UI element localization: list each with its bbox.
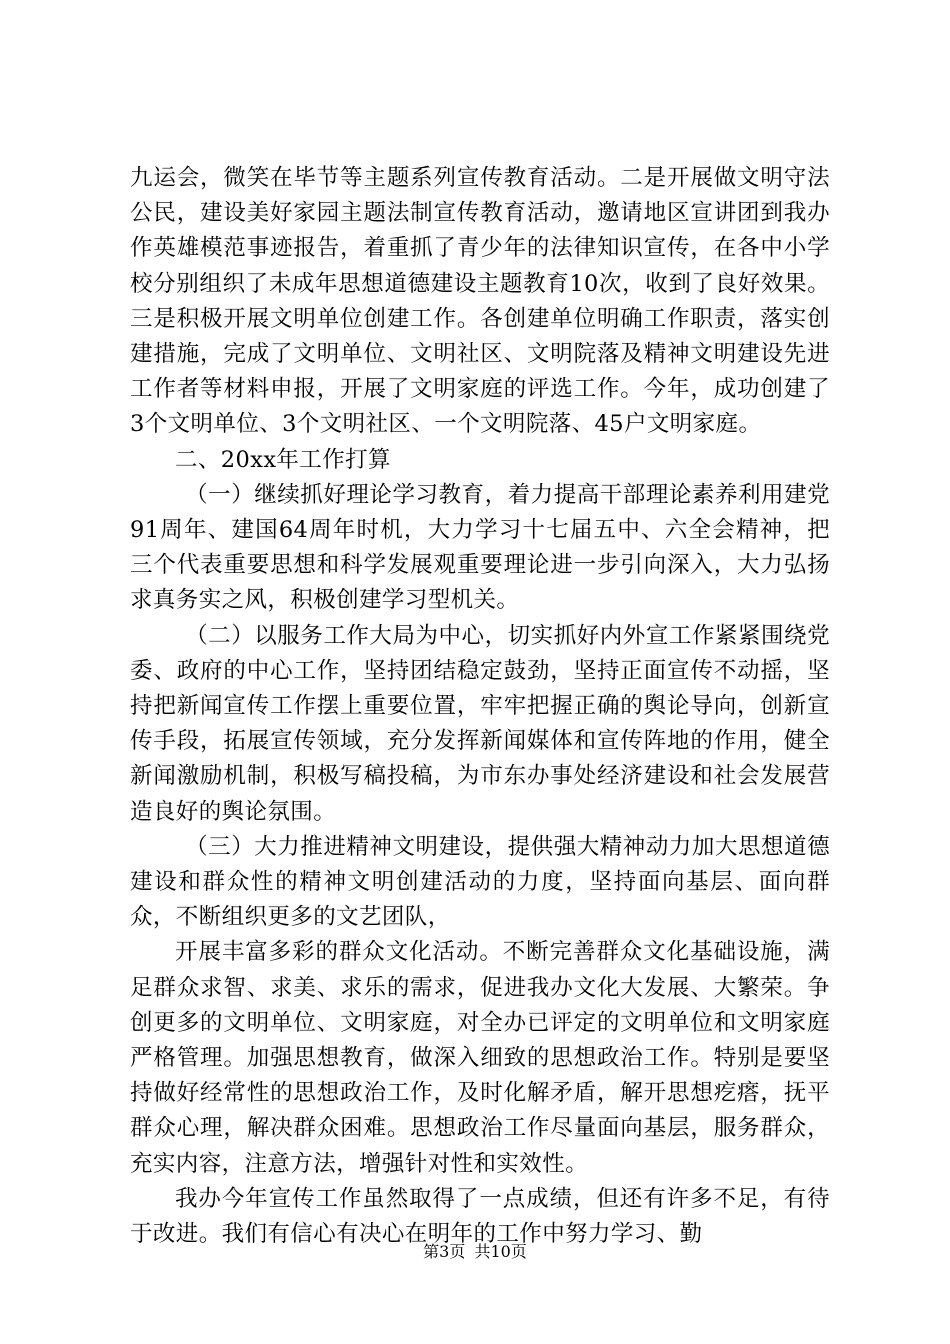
document-body bbox=[130, 161, 830, 1252]
paragraph-item-1: （一）继续抓好理论学习教育，着力提高干部理论素养利用建党91周年、建国64周年时机，大力学习十七届五中、六全会精神，把三个代表重要思想和科学发展观重要理论进一步引向深入，大力弘扬求真务实之风，积极创建学习型机关。 bbox=[130, 481, 830, 614]
paragraph-item-3-continued: 开展丰富多彩的群众文化活动。不断完善群众文化基础设施，满足群众求智、求美、求乐的需求，促进我办文化大发展、大繁荣。争创更多的文明单位、文明家庭，对全办已评定的文明单位和文明家庭严格管理。加强思想教育，做深入细致的思想政治工作。特别是要坚持做好经常性的思想政治工作，及时化解矛盾，解开思想疙瘩，抚平群众心理，解决群众困难。思想政治工作尽量面向基层，服务群众，充实内容，注意方法，增强针对性和实效性。 bbox=[130, 939, 830, 1177]
paragraph-closing: 我办今年宣传工作虽然取得了一点成绩，但还有许多不足，有待于改进。我们有信心有决心在明年的工作中努力学习、勤 bbox=[130, 1185, 830, 1248]
page-total: 共10页 bbox=[474, 1242, 527, 1261]
paragraph-continuation: 九运会，微笑在毕节等主题系列宣传教育活动。二是开展做文明守法公民，建设美好家园主题法制宣传教育活动，邀请地区宣讲团到我办作英雄模范事迹报告，着重抓了青少年的法律知识宣传，在各中小学校分别组织了未成年思想道德建设主题教育10次，收到了良好效果。三是积极开展文明单位创建工作。各创建单位明确工作职责，落实创建措施，完成了文明单位、文明社区、文明院落及精神文明建设先进工作者等材料申报，开展了文明家庭的评选工作。今年，成功创建了3个文明单位、3个文明社区、一个文明院落、45户文明家庭。 bbox=[130, 165, 830, 438]
paragraph-item-3: （三）大力推进精神文明建设，提供强大精神动力加大思想道德建设和群众性的精神文明创建活动的力度，坚持面向基层、面向群众，不断组织更多的文艺团队， bbox=[130, 833, 830, 931]
section-heading: 二、20xx年工作打算 bbox=[175, 446, 391, 473]
page-footer bbox=[0, 1242, 950, 1262]
page-number: 第3页 bbox=[423, 1242, 466, 1261]
paragraph-item-2: （二）以服务工作大局为中心，切实抓好内外宣工作紧紧围绕党委、政府的中心工作，坚持团结稳定鼓劲，坚持正面宣传不动摇，坚持把新闻宣传工作摆上重要位置，牢牢把握正确的舆论导向，创新宣传手段，拓展宣传领域，充分发挥新闻媒体和宣传阵地的作用，健全新闻激励机制，积极写稿投稿，为市东办事处经济建设和社会发展营造良好的舆论氛围。 bbox=[130, 622, 830, 825]
